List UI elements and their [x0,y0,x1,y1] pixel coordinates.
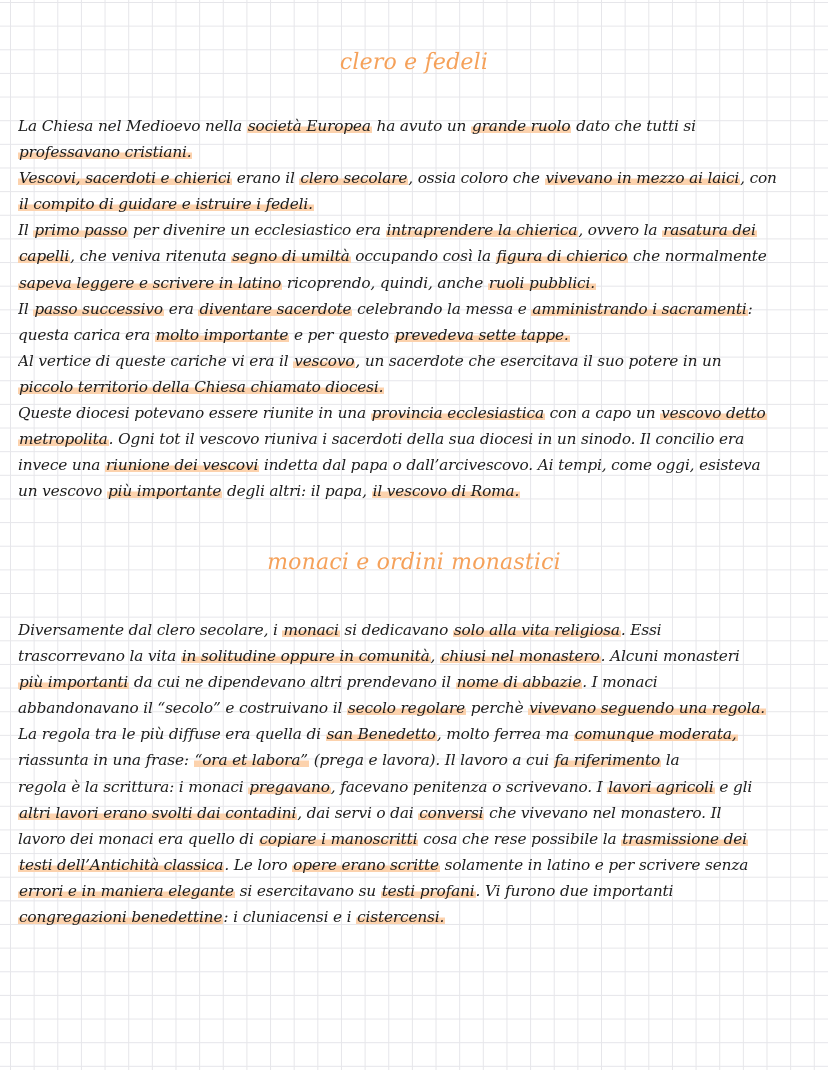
text-segment: . I monaci [582,673,658,692]
text-line [18,669,814,695]
text-segment: occupando così la [350,247,496,266]
highlighted-text: ruoli pubblici. [488,273,595,292]
text-segment: ricoprendo, quindi, anche [282,273,488,292]
highlighted-text: amministrando i sacramenti [532,299,747,318]
highlighted-text: molto importante [155,325,289,344]
highlighted-text: opere erano scritte [293,855,439,874]
highlighted-text: fa riferimento [554,751,661,770]
highlighted-text: comunque moderata, [574,725,737,744]
highlighted-text: rasatura dei [663,221,756,240]
highlighted-text: metropolita [19,430,108,449]
text-segment: Al vertice di queste cariche vi era il [18,351,294,370]
section-body-clero [18,113,814,504]
text-segment: che vivevano nel monastero. Il [484,803,722,822]
text-segment: regola è la scrittura: i monaci [18,777,249,796]
highlighted-text: il vescovo di Roma. [372,482,520,501]
text-segment: per divenire un ecclesiastico era [128,221,386,240]
highlighted-text: grande ruolo [471,117,571,135]
text-segment: cosa che rese possibile la [418,829,622,848]
highlighted-text: vivevano in mezzo ai laici [545,169,740,188]
highlighted-text: società Europea [247,117,371,135]
text-segment: che normalmente [628,247,767,266]
text-line [18,878,814,904]
text-segment: , che veniva ritenuta [70,247,232,266]
text-segment: questa carica era [18,325,155,344]
text-segment: dato che tutti si [571,117,696,135]
text-segment: . Vi furono due importanti [475,881,674,900]
text-segment: trascorrevano la vita [18,647,181,666]
highlighted-text: figura di chierico [496,247,628,266]
highlighted-text: testi profani [381,881,475,900]
text-segment: Queste diocesi potevano essere riunite in una [18,404,371,423]
text-segment: La Chiesa nel Medioevo nella [18,117,247,135]
text-line [18,191,814,217]
highlighted-text: intraprendere la chierica [386,221,578,240]
section-title-clero: clero e fedeli [339,50,489,75]
text-segment: . Le loro [224,855,293,874]
text-line [18,426,814,452]
text-line [18,165,814,191]
text-line [18,747,814,773]
text-segment: e per questo [289,325,394,344]
highlighted-text: pregavano [249,777,330,796]
text-segment: un vescovo [18,482,107,501]
highlighted-text: solo alla vita religiosa [453,621,620,639]
text-line [18,478,814,504]
text-segment: La regola tra le più diffuse era quella di [18,725,326,744]
text-segment: invece una [18,456,105,475]
highlighted-text: Vescovi, sacerdoti e chierici [19,169,231,188]
text-line [18,852,814,878]
text-segment: degli altri: il papa, [222,482,372,501]
highlighted-text: riunione dei vescovi [105,456,259,475]
highlighted-text: vescovo [294,351,355,370]
highlighted-text: più importante [107,482,222,501]
text-line [18,139,814,165]
highlighted-text: in solitudine oppure in comunità [181,647,430,666]
highlighted-text: lavori agricoli [608,777,714,796]
text-segment: solamente in latino e per scrivere senza [439,855,749,874]
text-segment: , ossia coloro che [408,169,545,188]
text-segment: , dai servi o dai [297,803,419,822]
text-segment: da cui ne dipendevano altri prendevano il [129,673,456,692]
text-segment: celebrando la messa e [352,299,532,318]
highlighted-text: prevedeva sette tappe. [394,325,569,344]
text-line [18,617,814,643]
text-segment: , con [740,169,777,188]
highlighted-text: copiare i manoscritti [259,829,418,848]
text-segment: riassunta in una frase: [18,751,194,770]
highlighted-text: sapeva leggere e scrivere in latino [19,273,282,292]
text-segment: lavoro dei monaci era quello di [18,829,259,848]
highlighted-text: clero secolare [300,169,408,188]
highlighted-text: capelli [19,247,70,266]
text-segment: era [163,299,199,318]
highlighted-text: il compito di guidare e istruire i fedeli. [19,195,313,214]
highlighted-text: congregazioni benedettine [19,908,223,927]
text-line [18,695,814,721]
text-segment: abbandonavano il “secolo” e costruivano il [18,699,347,718]
text-segment: , facevano penitenza o scrivevano. I [330,777,608,796]
highlighted-text: cistercensi. [357,908,445,927]
highlighted-text: diventare sacerdote [199,299,352,318]
highlighted-text: secolo regolare [347,699,466,718]
highlighted-text: “ora et labora” [194,751,308,770]
text-segment: ha avuto un [371,117,471,135]
highlighted-text: testi dell’Antichità classica [19,855,224,874]
text-segment: , molto ferrea ma [436,725,574,744]
highlighted-text: più importanti [19,673,129,692]
highlighted-text: chiusi nel monastero [440,647,600,666]
text-line [18,270,814,296]
text-line [18,296,814,322]
highlighted-text: san Benedetto [326,725,436,744]
highlighted-text: conversi [419,803,484,822]
highlighted-text: piccolo territorio della Chiesa chiamato diocesi. [19,377,384,396]
text-line [18,348,814,374]
text-line [18,643,814,669]
text-segment: : [747,299,753,318]
text-segment: si esercitavano su [234,881,381,900]
highlighted-text: vescovo detto [661,404,766,423]
text-segment: e gli [714,777,753,796]
highlighted-text: provincia ecclesiastica [371,404,544,423]
text-line [18,322,814,348]
text-segment: , un sacerdote che esercitava il suo potere in un [355,351,722,370]
text-line [18,904,814,930]
text-segment: con a capo un [544,404,661,423]
text-line [18,452,814,478]
highlighted-text: primo passo [34,221,128,240]
highlighted-text: passo successivo [34,299,163,318]
text-line [18,721,814,747]
text-segment: si dedicavano [339,621,453,639]
text-line [18,374,814,400]
highlighted-text: monaci [283,621,339,639]
highlighted-text: trasmissione dei [622,829,747,848]
text-segment: Il [18,299,34,318]
text-segment: Il [18,221,34,240]
text-segment: (prega e lavora). Il lavoro a cui [308,751,554,770]
section-title-monaci: monaci e ordini monastici [267,550,561,575]
text-line [18,800,814,826]
text-line [18,113,814,139]
text-line [18,243,814,269]
text-line [18,400,814,426]
text-segment: . Essi [620,621,662,639]
text-segment: . Alcuni monasteri [600,647,740,666]
text-segment: la [661,751,680,770]
highlighted-text: segno di umiltà [232,247,350,266]
section-body-monaci [18,617,814,930]
text-segment: Diversamente dal clero secolare, i [18,621,283,639]
text-line [18,217,814,243]
highlighted-text: vivevano seguendo una regola. [529,699,766,718]
text-segment: : i cluniacensi e i [223,908,357,927]
text-line [18,774,814,800]
highlighted-text: nome di abbazie [456,673,582,692]
text-segment: perchè [466,699,529,718]
text-segment: indetta dal papa o dall’arcivescovo. Ai tempi, come oggi, esisteva [259,456,761,475]
highlighted-text: altri lavori erano svolti dai contadini [19,803,297,822]
text-segment: , ovvero la [578,221,663,240]
text-segment: erano il [231,169,300,188]
text-segment: , [430,647,440,666]
highlighted-text: errori e in maniera elegante [19,881,234,900]
text-line [18,826,814,852]
highlighted-text: professavano cristiani. [19,143,192,162]
text-segment: . Ogni tot il vescovo riuniva i sacerdoti della sua diocesi in un sinodo. Il concilio era [108,430,745,449]
